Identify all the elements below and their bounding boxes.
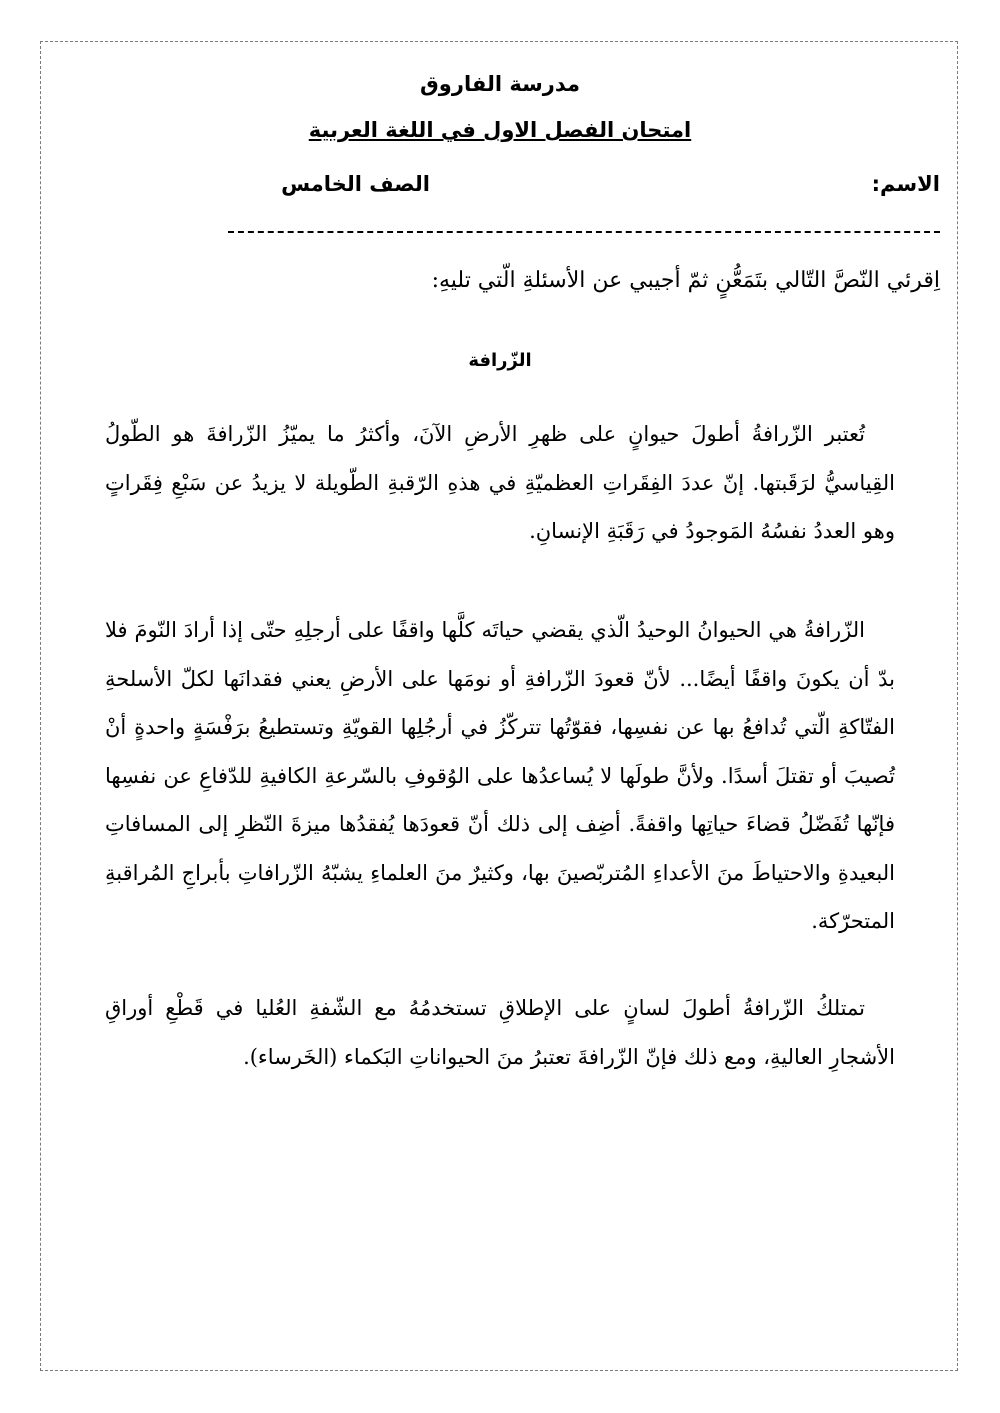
instruction-text: اِقرئي النّصَّ التّالي بتَمَعُّنٍ ثمّ أجيبي عن الأسئلةِ الّتي تليهِ: xyxy=(431,268,940,293)
passage-paragraph-3: تمتلكُ الزّرافةُ أطولَ لسانٍ على الإطلاقِ تستخدمُهُ مع الشّفةِ العُليا في قَطْعِ أوراقِ الأشجارِ العاليةِ، ومع ذلك فإنّ الزّرافةَ تعتبرُ منَ الحيواناتِ البَكماء (الخَرساء). xyxy=(105,996,895,1069)
passage-paragraph-1: تُعتبر الزّرافةُ أطولَ حيوانٍ على ظهرِ الأرضِ الآنَ، وأكثرُ ما يميّزُ الزّرافةَ هو الطّولُ القِياسيُّ لرَقَبتها. إنّ عددَ الفِقَراتِ العظميّةِ في هذهِ الرّقبةِ الطّويلة لا يزيدُ عن سَبْعِ فِقَراتٍ وهو العددُ نفسُهُ المَوجودُ في رَقَبَةِ الإنسانِ. xyxy=(105,422,895,543)
grade-label: الصف الخامس xyxy=(281,172,430,196)
name-label: الاسم: xyxy=(871,172,940,196)
passage-paragraph-2: الزّرافةُ هي الحيوانُ الوحيدُ الّذي يقضي حياتَه كلَّها واقفًا على أرجلِهِ حتّى إذا أرادَ النّومَ فلا بدّ أن يكونَ واقفًا أيضًا... لأنّ قعودَ الزّرافةِ أو نومَها على الأرضِ يعني فقدانَها لكلّ الأسلحةِ الفتّاكةِ الّتي تُدافعُ بها عن نفسِها، فقوّتُها تتركّزُ في أرجُلِها القويّةِ وتستطيعُ برَفْسَةٍ واحدةٍ أنْ تُصيبَ أو تقتلَ أسدًا. ولأنَّ طولَها لا يُساعدُها على الوُقوفِ بالسّرعةِ الكافيةِ للدّفاعِ عن نفسِها فإنّها تُفَضّلُ قضاءَ حياتِها واقفةً. أضِف إلى ذلك أنّ قعودَها يُفقدُها ميزةَ النّظرِ إلى المسافاتِ البعيدةِ والاحتياطَ منَ الأعداءِ المُتربّصينَ بها، وكثيرٌ منَ العلماءِ يشبّهُ الزّرافاتِ بأبراجِ المُراقبةِ المتحرّكة. xyxy=(105,618,895,933)
passage-title: الزّرافة xyxy=(468,350,532,371)
school-name: مدرسة الفاروق xyxy=(420,72,580,96)
separator-line xyxy=(228,231,940,233)
exam-title: امتحان الفصل الاول في اللغة العربية xyxy=(308,118,692,142)
